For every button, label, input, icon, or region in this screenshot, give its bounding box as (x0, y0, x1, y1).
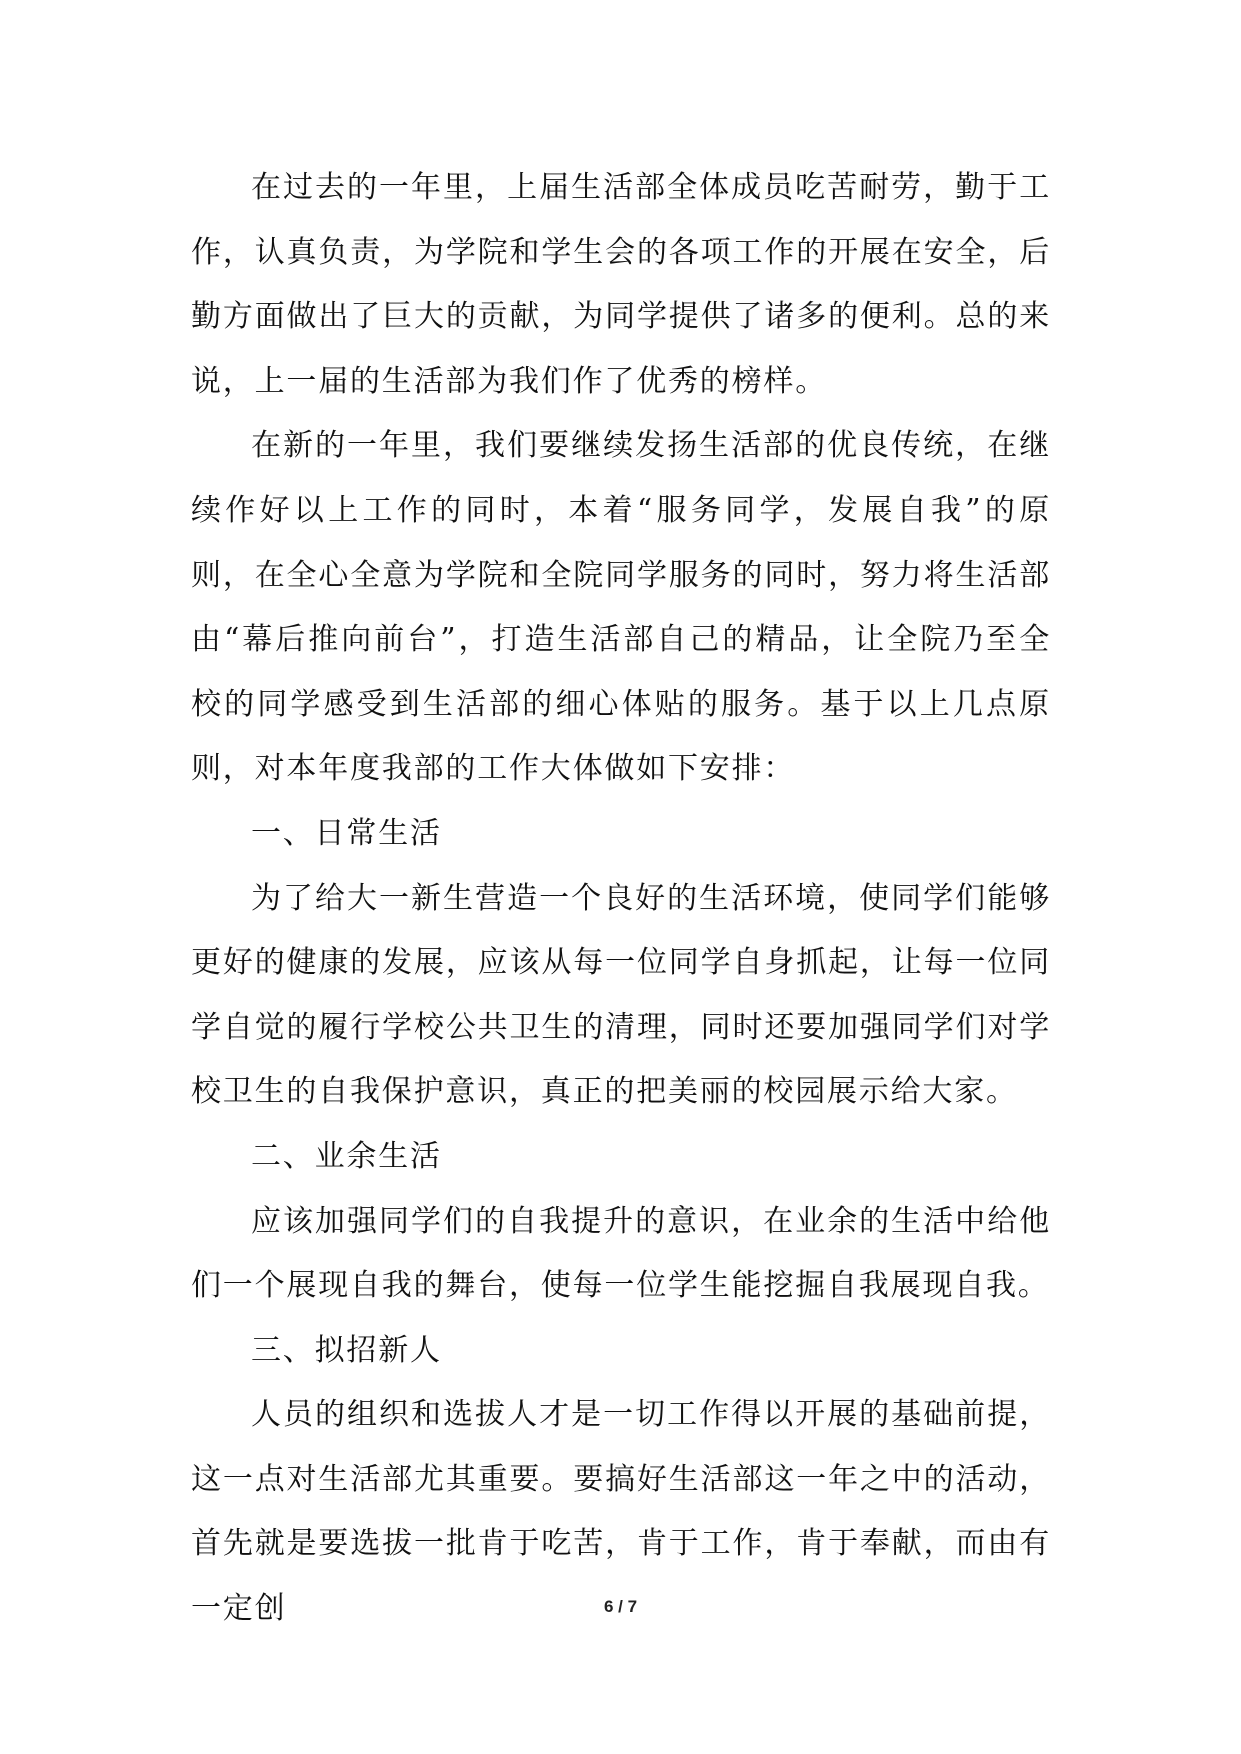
section-heading-recruitment: 三、拟招新人 (251, 1332, 442, 1368)
page-number: 6 / 7 (603, 1597, 638, 1616)
section-heading-leisure-life: 二、业余生活 (251, 1138, 442, 1174)
paragraph-past-year: 在过去的一年里，上届生活部全体成员吃苦耐劳，勤于工作，认真负责，为学院和学生会的各项工作的开展在安全，后勤方面做出了巨大的贡献，为同学提供了诸多的便利。总的来说，上一届的生活部为我们作了优秀的榜样。 (191, 170, 1051, 399)
paragraph-daily-life: 为了给大一新生营造一个良好的生活环境，使同学们能够更好的健康的发展，应该从每一位同学自身抓起，让每一位同学自觉的履行学校公共卫生的清理，同时还要加强同学们对学校卫生的自我保护意识，真正的把美丽的校园展示给大家。 (191, 880, 1051, 1110)
paragraph-new-year: 在新的一年里，我们要继续发扬生活部的优良传统，在继续作好以上工作的同时，本着“服务同学，发展自我”的原则，在全心全意为学院和全院同学服务的同时，努力将生活部由“幕后推向前台”，打造生活部自己的精品，让全院乃至全校的同学感受到生活部的细心体贴的服务。基于以上几点原则，对本年度我部的工作大体做如下安排： (191, 428, 1051, 787)
section-heading-daily-life: 一、日常生活 (251, 815, 442, 851)
document-body (191, 156, 1051, 1642)
paragraph-recruitment: 人员的组织和选拔人才是一切工作得以开展的基础前提，这一点对生活部尤其重要。要搞好生活部这一年之中的活动，首先就是要选拔一批肯于吃苦，肯于工作，肯于奉献，而由有一定创 (191, 1397, 1051, 1627)
paragraph-leisure-life: 应该加强同学们的自我提升的意识，在业余的生活中给他们一个展现自我的舞台，使每一位学生能挖掘自我展现自我。 (191, 1203, 1051, 1304)
